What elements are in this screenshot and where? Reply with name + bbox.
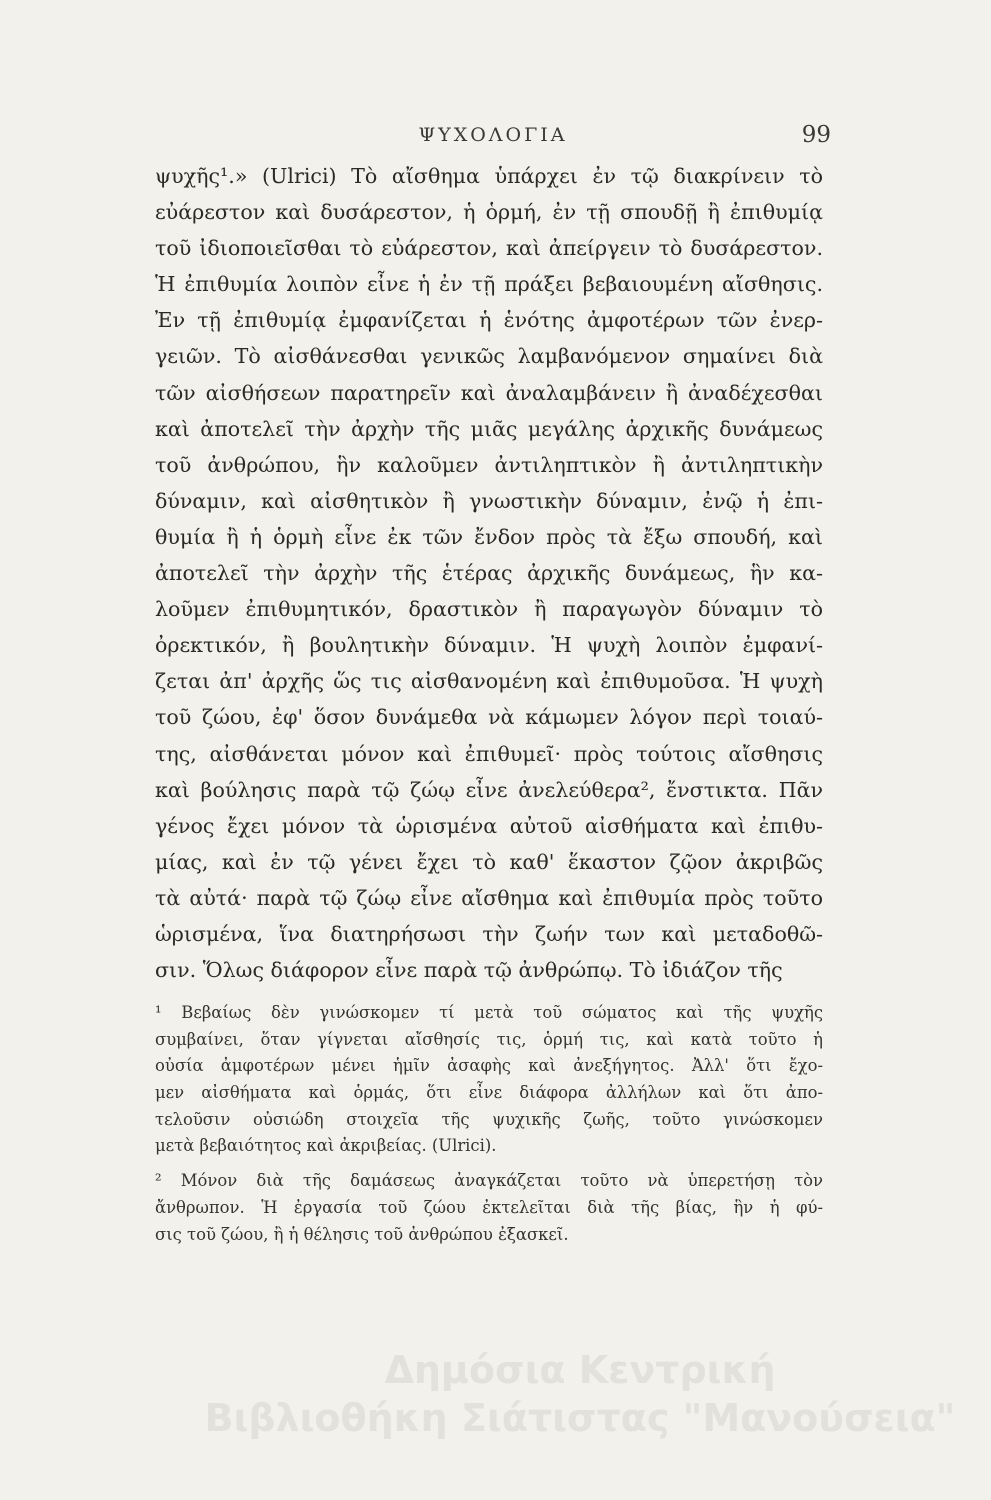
body-line: τῶν αἰσθήσεων παρατηρεῖν καὶ ἀναλαμβάνειν ἢ ἀναδέχεσθαι <box>155 380 823 405</box>
body-line: τοῦ ἀνθρώπου, ἣν καλοῦμεν ἀντιληπτικὸν ἢ ἀντιληπτικὴν <box>155 452 823 477</box>
library-watermark-line-2: Βιβλιοθήκη Σιάτιστας "Μανούσεια" <box>204 1396 956 1440</box>
body-line: γειῶν. Τὸ αἰσθάνεσθαι γενικῶς λαμβανόμενον σημαίνει διὰ <box>155 344 823 369</box>
body-line: τοῦ ἰδιοποιεῖσθαι τὸ εὐάρεστον, καὶ ἀπείργειν τὸ δυσάρεστον. <box>155 236 823 261</box>
body-text <box>155 158 823 988</box>
footnote-gap <box>155 1160 823 1168</box>
footnote-2 <box>155 1168 823 1248</box>
body-line: σιν. Ὅλως διάφορον εἶνε παρὰ τῷ ἀνθρώπῳ. Τὸ ἰδιάζον τῆς <box>155 958 783 983</box>
footnote-line: μεν αἰσθήματα καὶ ὁρμάς, ὅτι εἶνε διάφορα ἀλλήλων καὶ ὅτι ἀπο- <box>155 1083 823 1103</box>
body-line: ἀποτελεῖ τὴν ἀρχὴν τῆς ἑτέρας ἀρχικῆς δυνάμεως, ἣν κα- <box>155 561 823 586</box>
body-line: τὰ αὐτά· παρὰ τῷ ζώῳ εἶνε αἴσθημα καὶ ἐπιθυμία πρὸς τοῦτο <box>155 885 823 910</box>
body-line: καὶ ἀποτελεῖ τὴν ἀρχὴν τῆς μιᾶς μεγάλης ἀρχικῆς δυνάμεως <box>155 416 823 441</box>
body-line: θυμία ἢ ἡ ὁρμὴ εἶνε ἐκ τῶν ἔνδον πρὸς τὰ ἔξω σπουδή, καὶ <box>155 524 823 549</box>
body-line: Ἡ ἐπιθυμία λοιπὸν εἶνε ἡ ἐν τῇ πράξει βεβαιουμένη αἴσθησις. <box>155 272 823 297</box>
body-line: τοῦ ζώου, ἐφ' ὅσον δυνάμεθα νὰ κάμωμεν λόγον περὶ τοιαύ- <box>155 705 823 730</box>
footnotes <box>155 1000 823 1248</box>
running-title: ΨΥΧΟΛΟΓΙΑ <box>418 124 568 146</box>
body-line: καὶ βούλησις παρὰ τῷ ζώῳ εἶνε ἀνελεύθερα², ἔνστικτα. Πᾶν <box>155 777 823 802</box>
body-line: μίας, καὶ ἐν τῷ γένει ἔχει τὸ καθ' ἕκαστον ζῷον ἀκριβῶς <box>155 849 823 874</box>
body-line: δύναμιν, καὶ αἰσθητικὸν ἢ γνωστικὴν δύναμιν, ἐνῷ ἡ ἐπι- <box>155 488 823 513</box>
footnote-line: ¹ Βεβαίως δὲν γινώσκομεν τί μετὰ τοῦ σώματος καὶ τῆς ψυχῆς <box>155 1003 823 1022</box>
page-number: 99 <box>801 122 831 148</box>
body-line: γένος ἔχει μόνον τὰ ὡρισμένα αὐτοῦ αἰσθήματα καὶ ἐπιθυ- <box>155 813 823 838</box>
body-line: ζεται ἀπ' ἀρχῆς ὥς τις αἰσθανομένη καὶ ἐπιθυμοῦσα. Ἡ ψυχὴ <box>155 669 823 694</box>
body-line: ὀρεκτικόν, ἢ βουλητικὴν δύναμιν. Ἡ ψυχὴ λοιπὸν ἐμφανί- <box>155 633 823 658</box>
body-line: ψυχῆς¹.» (Ulrici) Τὸ αἴσθημα ὑπάρχει ἐν τῷ διακρίνειν τὸ <box>155 164 823 188</box>
body-line: Ἐν τῇ ἐπιθυμίᾳ ἐμφανίζεται ἡ ἑνότης ἀμφοτέρων τῶν ἐνερ- <box>155 308 823 333</box>
body-line: λοῦμεν ἐπιθυμητικόν, δραστικὸν ἢ παραγωγὸν δύναμιν τὸ <box>155 597 823 622</box>
footnote-line: συμβαίνει, ὅταν γίγνεται αἴσθησίς τις, ὁρμή τις, καὶ κατὰ τοῦτο ἡ <box>155 1029 823 1049</box>
footnote-line: οὐσία ἀμφοτέρων μένει ἡμῖν ἀσαφὴς καὶ ἀνεξήγητος. Ἀλλ' ὅτι ἔχο- <box>155 1056 823 1076</box>
footnote-line: ² Μόνον διὰ τῆς δαμάσεως ἀναγκάζεται τοῦτο νὰ ὑπερετήσῃ τὸν <box>155 1171 823 1191</box>
footnote-line: τελοῦσιν οὐσιώδη στοιχεῖα τῆς ψυχικῆς ζωῆς, τοῦτο γινώσκομεν <box>155 1109 823 1129</box>
footnote-line: μετὰ βεβαιότητος καὶ ἀκριβείας. (Ulrici). <box>155 1136 497 1156</box>
footnote-line: ἄνθρωπον. Ἡ ἐργασία τοῦ ζώου ἐκτελεῖται διὰ τῆς βίας, ἣν ἡ φύ- <box>155 1197 823 1217</box>
page-header <box>155 118 831 154</box>
footnote-line: σις τοῦ ζώου, ἢ ἡ θέλησις τοῦ ἀνθρώπου ἐξασκεῖ. <box>155 1224 569 1244</box>
body-line: ὡρισμένα, ἵνα διατηρήσωσι τὴν ζωήν των καὶ μεταδοθῶ- <box>155 921 823 946</box>
body-line: εὐάρεστον καὶ δυσάρεστον, ἡ ὁρμή, ἐν τῇ σπουδῇ ἢ ἐπιθυμίᾳ <box>155 200 823 225</box>
body-line: της, αἰσθάνεται μόνον καὶ ἐπιθυμεῖ· πρὸς τούτοις αἴσθησις <box>155 741 823 766</box>
library-watermark-line-1: Δημόσια Κεντρική <box>384 1348 776 1392</box>
footnote-1 <box>155 1000 823 1160</box>
